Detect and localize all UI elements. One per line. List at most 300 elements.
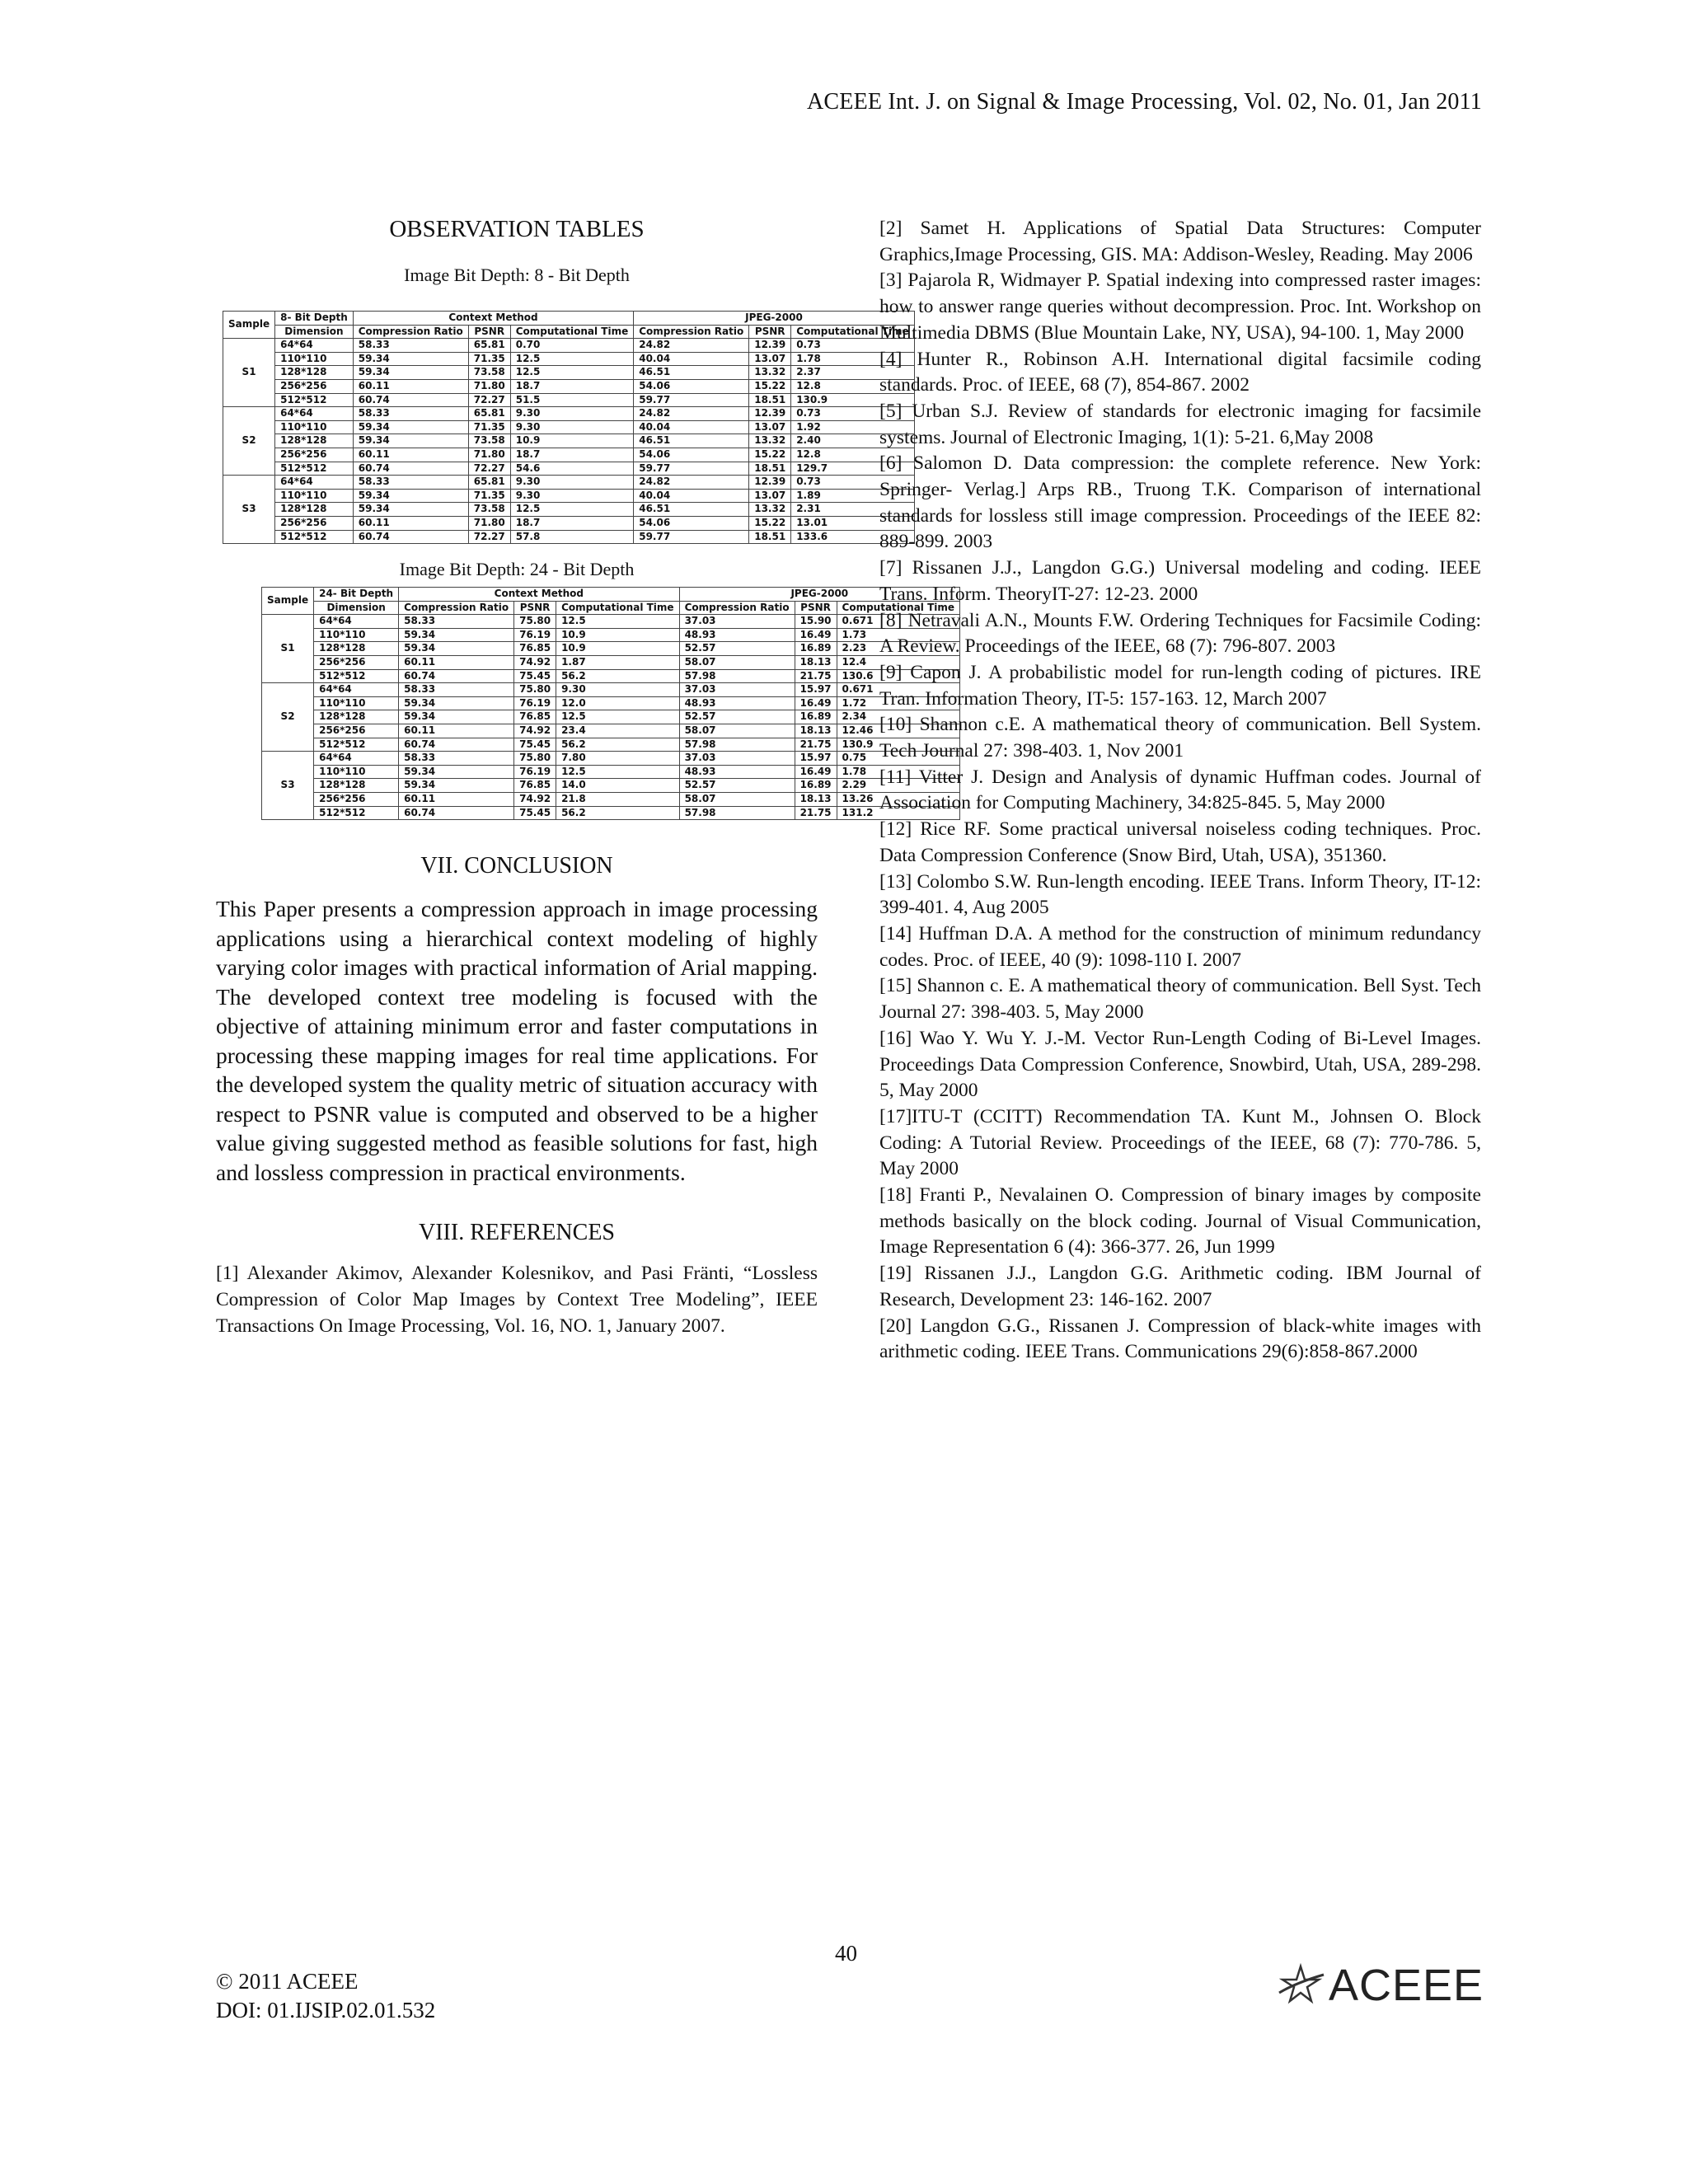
- sample-cell: S1: [262, 615, 314, 683]
- reference-item: [5] Urban S.J. Review of standards for electronic imaging for facsimile systems. Journal of Electronic Imaging, 1(1): 5-21. 6,May 2008: [879, 400, 1481, 448]
- table-cell: 0.73: [791, 407, 915, 421]
- table-cell: 60.74: [399, 738, 514, 752]
- logo-text: ACEEE: [1329, 1961, 1484, 2010]
- table-cell: 57.98: [679, 806, 795, 820]
- table-cell: 12.39: [749, 339, 791, 353]
- table-cell: 64*64: [275, 339, 354, 353]
- table-cell: 16.49: [795, 765, 837, 779]
- references-left: [216, 1261, 818, 1339]
- header-compression-ratio: Compression Ratio: [399, 601, 514, 615]
- table-cell: 58.33: [399, 683, 514, 697]
- table-cell: 1.78: [837, 765, 960, 779]
- table-cell: 75.45: [514, 669, 556, 683]
- table-cell: 75.80: [514, 615, 556, 629]
- table-row: [262, 752, 960, 766]
- header-bit-depth: 24- Bit Depth: [314, 588, 399, 602]
- header-psnr: PSNR: [795, 601, 837, 615]
- table-row: [223, 448, 915, 462]
- table-cell: 48.93: [679, 628, 795, 642]
- table-cell: 40.04: [634, 420, 749, 434]
- table-cell: 130.6: [837, 669, 960, 683]
- reference-item: [8] Netravali A.N., Mounts F.W. Ordering Techniques for Facsimile Coding: A Review. Proceedings of the IEEE, 68 (7): 796-807. 2003: [879, 609, 1481, 658]
- conclusion-heading: VII. CONCLUSION: [420, 853, 613, 879]
- header-compression-ratio: Compression Ratio: [634, 325, 749, 339]
- table-cell: 15.97: [795, 683, 837, 697]
- table-cell: 72.27: [468, 530, 510, 544]
- reference-item: [7] Rissanen J.J., Langdon G.G.) Universal modeling and coding. IEEE Trans. Inform. TheoryIT-27: 12-23. 2000: [879, 557, 1481, 605]
- table-cell: 15.97: [795, 752, 837, 766]
- table-row: [262, 765, 960, 779]
- table-cell: 72.27: [468, 393, 510, 407]
- reference-item: [11] Vitter J. Design and Analysis of dynamic Huffman codes. Journal of Association for Computing Machinery, 34:825-845. 5, May 2000: [879, 766, 1481, 814]
- table-cell: 58.33: [399, 615, 514, 629]
- header-psnr: PSNR: [514, 601, 556, 615]
- table-cell: 74.92: [514, 793, 556, 807]
- table-cell: 12.5: [510, 503, 634, 517]
- table-cell: 58.33: [353, 407, 468, 421]
- table-cell: 512*512: [314, 669, 399, 683]
- table-cell: 0.75: [837, 752, 960, 766]
- table-cell: 54.6: [510, 462, 634, 476]
- table-cell: 0.70: [510, 339, 634, 353]
- table-cell: 13.26: [837, 793, 960, 807]
- table-cell: 256*256: [314, 656, 399, 670]
- table-row: [262, 793, 960, 807]
- table-cell: 13.32: [749, 503, 791, 517]
- table-row: [223, 503, 915, 517]
- table-cell: 1.87: [556, 656, 680, 670]
- table-cell: 15.22: [749, 379, 791, 393]
- table-cell: 57.98: [679, 669, 795, 683]
- copyright: © 2011 ACEEE: [216, 1969, 359, 1994]
- reference-item: [15] Shannon c. E. A mathematical theory of communication. Bell Syst. Tech Journal 27: 398-403. 5, May 2000: [879, 975, 1481, 1024]
- table-cell: 59.34: [353, 489, 468, 503]
- table-cell: 57.98: [679, 738, 795, 752]
- table-cell: 110*110: [275, 420, 354, 434]
- header-psnr: PSNR: [468, 325, 510, 339]
- table-cell: 40.04: [634, 489, 749, 503]
- table-cell: 71.35: [468, 489, 510, 503]
- table-cell: 131.2: [837, 806, 960, 820]
- table-cell: 7.80: [556, 752, 680, 766]
- table-cell: 54.06: [634, 516, 749, 530]
- header-computational-time: Computational Time: [837, 601, 960, 615]
- table-row: [223, 476, 915, 490]
- table-cell: 12.5: [556, 710, 680, 724]
- table-cell: 512*512: [314, 738, 399, 752]
- table-cell: 9.30: [510, 476, 634, 490]
- table-cell: 76.85: [514, 710, 556, 724]
- table-cell: 37.03: [679, 615, 795, 629]
- header-dimension: Dimension: [275, 325, 354, 339]
- table-row: [262, 710, 960, 724]
- header-computational-time: Computational Time: [556, 601, 680, 615]
- table-cell: 64*64: [314, 615, 399, 629]
- table-cell: 16.49: [795, 628, 837, 642]
- table-cell: 64*64: [275, 407, 354, 421]
- table-cell: 76.19: [514, 628, 556, 642]
- table-cell: 59.34: [353, 434, 468, 448]
- header-sample: Sample: [223, 312, 275, 339]
- table-cell: 46.51: [634, 366, 749, 380]
- table-cell: 21.75: [795, 669, 837, 683]
- table-row: [223, 462, 915, 476]
- table-cell: 74.92: [514, 724, 556, 738]
- table-cell: 12.39: [749, 476, 791, 490]
- table-cell: 512*512: [314, 806, 399, 820]
- header-compression-ratio: Compression Ratio: [353, 325, 468, 339]
- table-cell: 128*128: [275, 503, 354, 517]
- table-cell: 56.2: [556, 669, 680, 683]
- table-cell: 18.7: [510, 448, 634, 462]
- table-cell: 15.22: [749, 448, 791, 462]
- star-swoosh-icon: [1276, 1960, 1327, 2009]
- table-cell: 58.07: [679, 793, 795, 807]
- header-bit-depth: 8- Bit Depth: [275, 312, 354, 326]
- aceee-logo: [1276, 1960, 1482, 2009]
- table-row: [223, 420, 915, 434]
- table-cell: 12.5: [556, 765, 680, 779]
- table-cell: 128*128: [314, 710, 399, 724]
- table-cell: 58.33: [399, 752, 514, 766]
- table-cell: 18.13: [795, 656, 837, 670]
- table-cell: 71.35: [468, 420, 510, 434]
- table-cell: 52.57: [679, 642, 795, 656]
- table-cell: 12.5: [510, 366, 634, 380]
- table-cell: 16.89: [795, 710, 837, 724]
- table-cell: 1.89: [791, 489, 915, 503]
- table-cell: 60.11: [353, 379, 468, 393]
- reference-item: [9] Capon J. A probabilistic model for run-length coding of pictures. IRE Tran. Information Theory, IT-5: 157-163. 12, March 2007: [879, 661, 1481, 710]
- header-psnr: PSNR: [749, 325, 791, 339]
- table-cell: 21.75: [795, 738, 837, 752]
- table-cell: 16.89: [795, 779, 837, 793]
- reference-item: [17]ITU-T (CCITT) Recommendation TA. Kunt M., Johnsen O. Block Coding: A Tutorial Review. Proceedings of the IEEE, 68 (7): 770-786. 5, May 2000: [879, 1105, 1481, 1180]
- table-cell: 74.92: [514, 656, 556, 670]
- table-cell: 56.2: [556, 738, 680, 752]
- table-cell: 13.07: [749, 489, 791, 503]
- reference-item: [16] Wao Y. Wu Y. J.-M. Vector Run-Length Coding of Bi-Level Images. Proceedings Data Compression Conference, Snowbird, Utah, USA, 289-298. 5, May 2000: [879, 1027, 1481, 1102]
- table-cell: 59.34: [399, 710, 514, 724]
- table-cell: 256*256: [275, 379, 354, 393]
- table-cell: 18.13: [795, 793, 837, 807]
- table-cell: 60.11: [353, 448, 468, 462]
- table-cell: 110*110: [314, 696, 399, 710]
- table-cell: 1.72: [837, 696, 960, 710]
- table-cell: 512*512: [275, 462, 354, 476]
- table-cell: 54.06: [634, 448, 749, 462]
- table-row: [262, 806, 960, 820]
- footer-info: [216, 1967, 435, 2025]
- table-cell: 58.33: [353, 476, 468, 490]
- table-cell: 18.7: [510, 379, 634, 393]
- reference-item: [18] Franti P., Nevalainen O. Compression of binary images by composite methods basically on the block coding. Journal of Visual Communication, Image Representation 6 (4): 366-377. 26, Jun 1999: [879, 1184, 1481, 1258]
- table-cell: 76.85: [514, 779, 556, 793]
- table-cell: 129.7: [791, 462, 915, 476]
- table-cell: 1.92: [791, 420, 915, 434]
- header-computational-time: Computational Time: [791, 325, 915, 339]
- table-cell: 71.80: [468, 448, 510, 462]
- table-row: [262, 683, 960, 697]
- table-cell: 24.82: [634, 339, 749, 353]
- table-cell: 57.8: [510, 530, 634, 544]
- table-cell: 10.9: [556, 628, 680, 642]
- table-cell: 0.73: [791, 339, 915, 353]
- table-cell: 71.80: [468, 516, 510, 530]
- table-cell: 18.51: [749, 393, 791, 407]
- table-cell: 59.34: [399, 779, 514, 793]
- references-heading: VIII. REFERENCES: [419, 1220, 615, 1246]
- table-row: [223, 434, 915, 448]
- table-cell: 65.81: [468, 339, 510, 353]
- reference-item: [10] Shannon c.E. A mathematical theory of communication. Bell System. Tech Journal 27: 398-403. 1, Nov 2001: [879, 714, 1481, 762]
- table-cell: 59.34: [399, 765, 514, 779]
- reference-item: [2] Samet H. Applications of Spatial Data Structures: Computer Graphics,Image Processing, GIS. MA: Addison-Wesley, Reading. May 2006: [879, 218, 1481, 265]
- table-cell: 73.58: [468, 503, 510, 517]
- table-cell: 256*256: [314, 793, 399, 807]
- table-cell: 60.11: [353, 516, 468, 530]
- table-cell: 75.80: [514, 683, 556, 697]
- table-cell: 58.07: [679, 656, 795, 670]
- table-cell: 110*110: [314, 628, 399, 642]
- reference-item: [19] Rissanen J.J., Langdon G.G. Arithmetic coding. IBM Journal of Research, Development 23: 146-162. 2007: [879, 1263, 1481, 1310]
- table-8bit: [223, 311, 915, 544]
- table-cell: 48.93: [679, 765, 795, 779]
- conclusion-text: This Paper presents a compression approach in image processing applications using a hierarchical context modeling of highly varying color images with practical information of Arial mapping. The developed context tree modeling is focused with the objective of attaining minimum error and faster computations in processing these mapping images for real time applications. For the developed system the quality metric of situation accuracy with respect to PSNR value is computed and observed to be a higher value giving suggested method as feasible solutions for fast, high and lossless compression in practical environments.: [216, 896, 818, 1185]
- table-cell: 12.8: [791, 379, 915, 393]
- table-cell: 76.19: [514, 765, 556, 779]
- table-cell: 1.73: [837, 628, 960, 642]
- table-24bit: [261, 587, 960, 820]
- reference-item: [13] Colombo S.W. Run-length encoding. IEEE Trans. Inform Theory, IT-12: 399-401. 4, Aug 2005: [879, 870, 1481, 919]
- reference-item: [14] Huffman D.A. A method for the construction of minimum redundancy codes. Proc. of IEEE, 40 (9): 1098-110 I. 2007: [879, 922, 1481, 971]
- table-cell: 2.37: [791, 366, 915, 380]
- table-row: [262, 615, 960, 629]
- reference-item: [1] Alexander Akimov, Alexander Kolesnikov, and Pasi Fränti, “Lossless Compression of Color Map Images by Context Tree Modeling”, IEEE Transactions On Image Processing, Vol. 16, NO. 1, January 2007.: [216, 1263, 818, 1337]
- reference-item: [3] Pajarola R, Widmayer P. Spatial indexing into compressed raster images: how to answer range queries without decompression. Proc. Int. Workshop on Multimedia DBMS (Blue Mountain Lake, NY, USA), 94-100. 1, May 2000: [879, 269, 1481, 344]
- references-right: [879, 216, 1481, 1366]
- table-cell: 54.06: [634, 379, 749, 393]
- table-row: [262, 628, 960, 642]
- table-cell: 18.7: [510, 516, 634, 530]
- table-cell: 46.51: [634, 434, 749, 448]
- table-cell: 0.73: [791, 476, 915, 490]
- table-cell: 13.32: [749, 366, 791, 380]
- reference-item: [20] Langdon G.G., Rissanen J. Compression of black-white images with arithmetic coding. IEEE Trans. Communications 29(6):858-867.2000: [879, 1315, 1481, 1363]
- table-cell: 512*512: [275, 393, 354, 407]
- table-cell: 9.30: [510, 407, 634, 421]
- table-cell: 18.51: [749, 530, 791, 544]
- table-cell: 71.35: [468, 352, 510, 366]
- table-row: [223, 379, 915, 393]
- table-cell: 59.77: [634, 530, 749, 544]
- observation-tables-title: OBSERVATION TABLES: [389, 216, 645, 242]
- reference-item: [6] Salomon D. Data compression: the complete reference. New York: Springer- Verlag.] Arps RB., Truong T.K. Comparison of international standards for lossless still image compression. Proceedings of the IEEE 82: 889-899. 2003: [879, 452, 1481, 553]
- table-cell: 128*128: [314, 779, 399, 793]
- table-cell: 2.40: [791, 434, 915, 448]
- table-row: [262, 738, 960, 752]
- table-cell: 15.90: [795, 615, 837, 629]
- table-cell: 2.34: [837, 710, 960, 724]
- table-cell: 14.0: [556, 779, 680, 793]
- table-cell: 65.81: [468, 407, 510, 421]
- table-cell: 110*110: [275, 352, 354, 366]
- table-row: [223, 407, 915, 421]
- table-cell: 12.5: [556, 615, 680, 629]
- table-cell: 37.03: [679, 752, 795, 766]
- header-jpeg-2000: JPEG-2000: [634, 312, 914, 326]
- table-cell: 60.11: [399, 793, 514, 807]
- table-cell: 64*64: [314, 752, 399, 766]
- table-cell: 18.51: [749, 462, 791, 476]
- table-row: [223, 393, 915, 407]
- table-cell: 9.30: [510, 489, 634, 503]
- table-cell: 58.07: [679, 724, 795, 738]
- table-cell: 10.9: [510, 434, 634, 448]
- table-cell: 2.31: [791, 503, 915, 517]
- table2-caption: Image Bit Depth: 24 - Bit Depth: [399, 559, 635, 580]
- table-cell: 128*128: [275, 434, 354, 448]
- table-cell: 59.34: [399, 696, 514, 710]
- table-cell: 0.671: [837, 683, 960, 697]
- table-cell: 2.29: [837, 779, 960, 793]
- table-cell: 10.9: [556, 642, 680, 656]
- sample-cell: S2: [223, 407, 275, 476]
- table-cell: 59.34: [353, 420, 468, 434]
- table-cell: 60.11: [399, 724, 514, 738]
- table-cell: 59.34: [399, 642, 514, 656]
- table-cell: 21.8: [556, 793, 680, 807]
- table-cell: 21.75: [795, 806, 837, 820]
- table-cell: 56.2: [556, 806, 680, 820]
- journal-header: ACEEE Int. J. on Signal & Image Processing, Vol. 02, No. 01, Jan 2011: [806, 89, 1482, 115]
- table-cell: 40.04: [634, 352, 749, 366]
- table-cell: 64*64: [275, 476, 354, 490]
- table-cell: 24.82: [634, 476, 749, 490]
- table-cell: 60.74: [353, 393, 468, 407]
- table-cell: 46.51: [634, 503, 749, 517]
- table-cell: 256*256: [275, 448, 354, 462]
- table-row: [262, 642, 960, 656]
- table-cell: 37.03: [679, 683, 795, 697]
- table-row: [223, 516, 915, 530]
- table-cell: 23.4: [556, 724, 680, 738]
- table-cell: 75.45: [514, 738, 556, 752]
- table-cell: 2.23: [837, 642, 960, 656]
- table-row: [223, 339, 915, 353]
- left-column: [216, 216, 955, 1339]
- table-cell: 16.49: [795, 696, 837, 710]
- table-cell: 52.57: [679, 710, 795, 724]
- table-cell: 59.77: [634, 393, 749, 407]
- table-cell: 58.33: [353, 339, 468, 353]
- table-cell: 51.5: [510, 393, 634, 407]
- table-cell: 24.82: [634, 407, 749, 421]
- table-cell: 133.6: [791, 530, 915, 544]
- table-cell: 60.74: [353, 530, 468, 544]
- table-cell: 12.39: [749, 407, 791, 421]
- table1-caption: Image Bit Depth: 8 - Bit Depth: [404, 265, 630, 285]
- table-cell: 128*128: [314, 642, 399, 656]
- table-cell: 0.671: [837, 615, 960, 629]
- table-row: [262, 779, 960, 793]
- table-row: [223, 352, 915, 366]
- table-cell: 60.11: [399, 656, 514, 670]
- table-cell: 52.57: [679, 779, 795, 793]
- table-cell: 512*512: [275, 530, 354, 544]
- table-cell: 60.74: [399, 806, 514, 820]
- table-cell: 71.80: [468, 379, 510, 393]
- table-cell: 73.58: [468, 366, 510, 380]
- table-cell: 12.4: [837, 656, 960, 670]
- table-cell: 59.34: [353, 503, 468, 517]
- table-cell: 75.45: [514, 806, 556, 820]
- table-row: [262, 669, 960, 683]
- table-cell: 256*256: [314, 724, 399, 738]
- table-cell: 130.9: [837, 738, 960, 752]
- table-cell: 65.81: [468, 476, 510, 490]
- table-cell: 12.0: [556, 696, 680, 710]
- reference-item: [12] Rice RF. Some practical universal noiseless coding techniques. Proc. Data Compression Conference (Snow Bird, Utah, USA), 351360.: [879, 818, 1481, 866]
- table-row: [262, 724, 960, 738]
- sample-cell: S3: [223, 476, 275, 544]
- table-cell: 130.9: [791, 393, 915, 407]
- doi: DOI: 01.IJSIP.02.01.532: [216, 1998, 436, 2022]
- table-row: [223, 366, 915, 380]
- sample-cell: S3: [262, 752, 314, 820]
- table-cell: 13.32: [749, 434, 791, 448]
- table-cell: 73.58: [468, 434, 510, 448]
- header-context-method: Context Method: [399, 588, 679, 602]
- header-context-method: Context Method: [353, 312, 633, 326]
- header-jpeg-2000: JPEG-2000: [679, 588, 959, 602]
- table-cell: 9.30: [556, 683, 680, 697]
- table-cell: 110*110: [275, 489, 354, 503]
- table-cell: 59.34: [353, 352, 468, 366]
- table-cell: 59.77: [634, 462, 749, 476]
- sample-cell: S1: [223, 339, 275, 407]
- table-cell: 13.07: [749, 420, 791, 434]
- table-cell: 256*256: [275, 516, 354, 530]
- table-cell: 1.78: [791, 352, 915, 366]
- reference-item: [4] Hunter R., Robinson A.H. International digital facsimile coding standards. Proc. of IEEE, 68 (7), 854-867. 2002: [879, 348, 1481, 396]
- header-computational-time: Computational Time: [510, 325, 634, 339]
- table-cell: 59.34: [399, 628, 514, 642]
- table-cell: 12.5: [510, 352, 634, 366]
- table-cell: 18.13: [795, 724, 837, 738]
- page-number: 40: [835, 1941, 857, 1966]
- table-row: [223, 530, 915, 544]
- table-row: [262, 656, 960, 670]
- header-sample: Sample: [262, 588, 314, 615]
- table-row: [223, 489, 915, 503]
- table-cell: 76.19: [514, 696, 556, 710]
- table-cell: 15.22: [749, 516, 791, 530]
- table-row: [262, 696, 960, 710]
- table-cell: 60.74: [353, 462, 468, 476]
- table-cell: 128*128: [275, 366, 354, 380]
- table-cell: 72.27: [468, 462, 510, 476]
- table-cell: 9.30: [510, 420, 634, 434]
- table-cell: 59.34: [353, 366, 468, 380]
- header-compression-ratio: Compression Ratio: [679, 601, 795, 615]
- table-cell: 48.93: [679, 696, 795, 710]
- table-cell: 64*64: [314, 683, 399, 697]
- table-cell: 75.80: [514, 752, 556, 766]
- table-cell: 16.89: [795, 642, 837, 656]
- table-cell: 76.85: [514, 642, 556, 656]
- table-cell: 12.8: [791, 448, 915, 462]
